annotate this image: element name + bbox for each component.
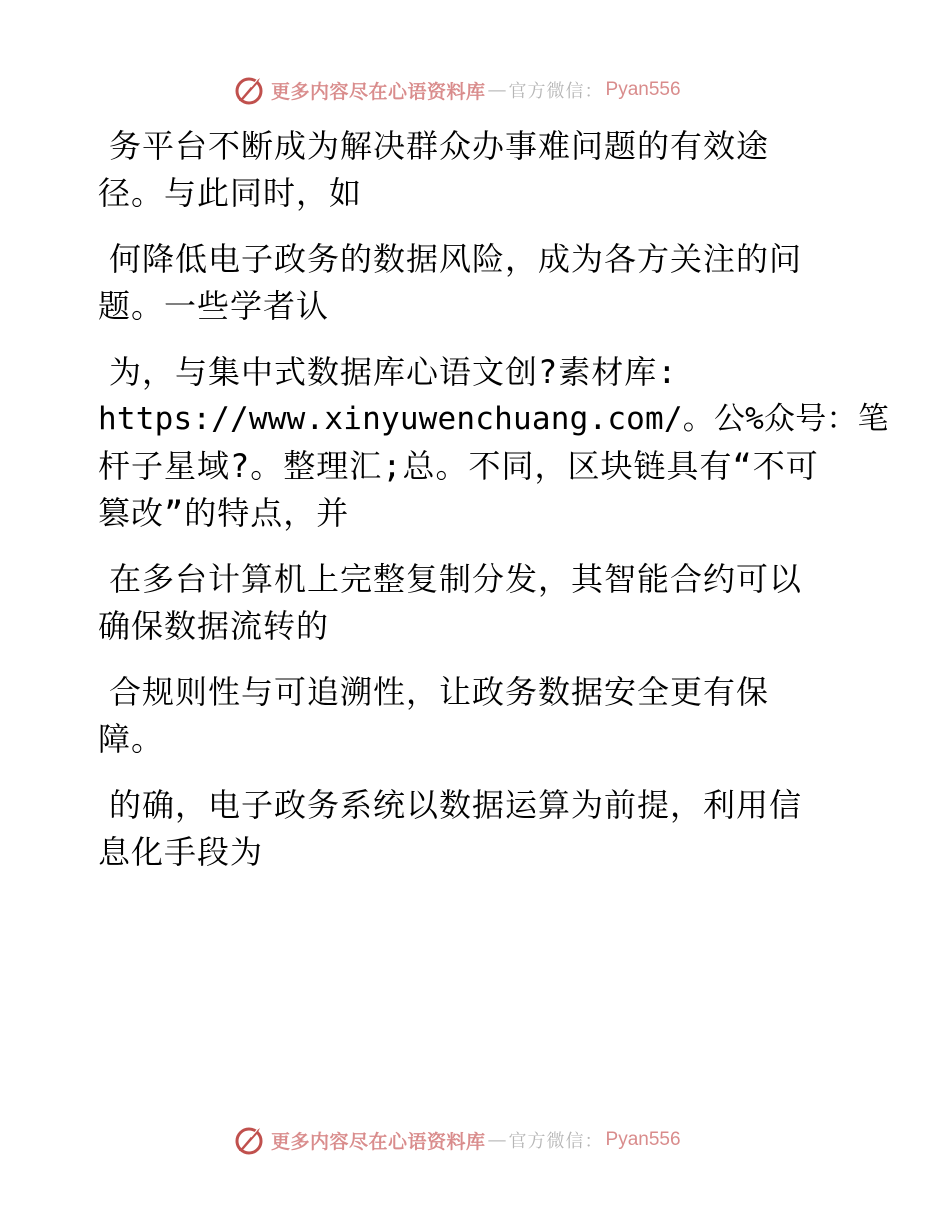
text-line-url: https://www.xinyuwenchuang.com/。公%众号：笔 <box>98 401 889 437</box>
header-separator: — <box>487 79 507 101</box>
text-line: 篡改”的特点，并 <box>98 494 350 532</box>
footer-watermark-banner <box>233 1122 681 1158</box>
text-line: 的确，电子政务系统以数据运算为前提，利用信 <box>109 786 803 824</box>
header-wechat-id: Pyan556 <box>605 79 681 100</box>
text-line: 息化手段为 <box>98 833 264 871</box>
footer-brand-text: 更多内容尽在心语资料库 <box>271 1130 486 1153</box>
paragraph <box>98 782 858 876</box>
text-line: 障。 <box>98 720 165 758</box>
paragraph <box>98 669 858 763</box>
quill-pen-icon <box>233 74 265 106</box>
text-line: 为，与集中式数据库心语文创?素材库: <box>109 353 678 391</box>
text-line: 务平台不断成为解决群众办事难问题的有效途 <box>109 127 770 165</box>
document-body <box>98 123 889 895</box>
header-brand-text: 更多内容尽在心语资料库 <box>271 80 486 103</box>
text-line: 在多台计算机上完整复制分发，其智能合约可以 <box>109 560 803 598</box>
footer-separator: — <box>487 1129 507 1151</box>
quill-pen-icon <box>233 1124 265 1156</box>
text-line: 径。与此同时，如 <box>98 174 363 212</box>
text-line: 题。一些学者认 <box>98 287 330 325</box>
footer-wechat-id: Pyan556 <box>605 1129 681 1150</box>
text-line: 杆子星域?。整理汇;总。不同，区块链具有“不可 <box>98 447 819 485</box>
header-watermark-banner <box>233 72 681 108</box>
paragraph <box>98 556 858 650</box>
header-wechat-label: 官方微信： <box>508 81 604 102</box>
paragraph <box>98 349 889 537</box>
paragraph <box>98 236 858 330</box>
text-line: 确保数据流转的 <box>98 607 330 645</box>
footer-wechat-label: 官方微信： <box>508 1131 604 1152</box>
text-line: 合规则性与可追溯性，让政务数据安全更有保 <box>109 673 770 711</box>
text-line: 何降低电子政务的数据风险，成为各方关注的问 <box>109 240 803 278</box>
paragraph <box>98 123 858 217</box>
